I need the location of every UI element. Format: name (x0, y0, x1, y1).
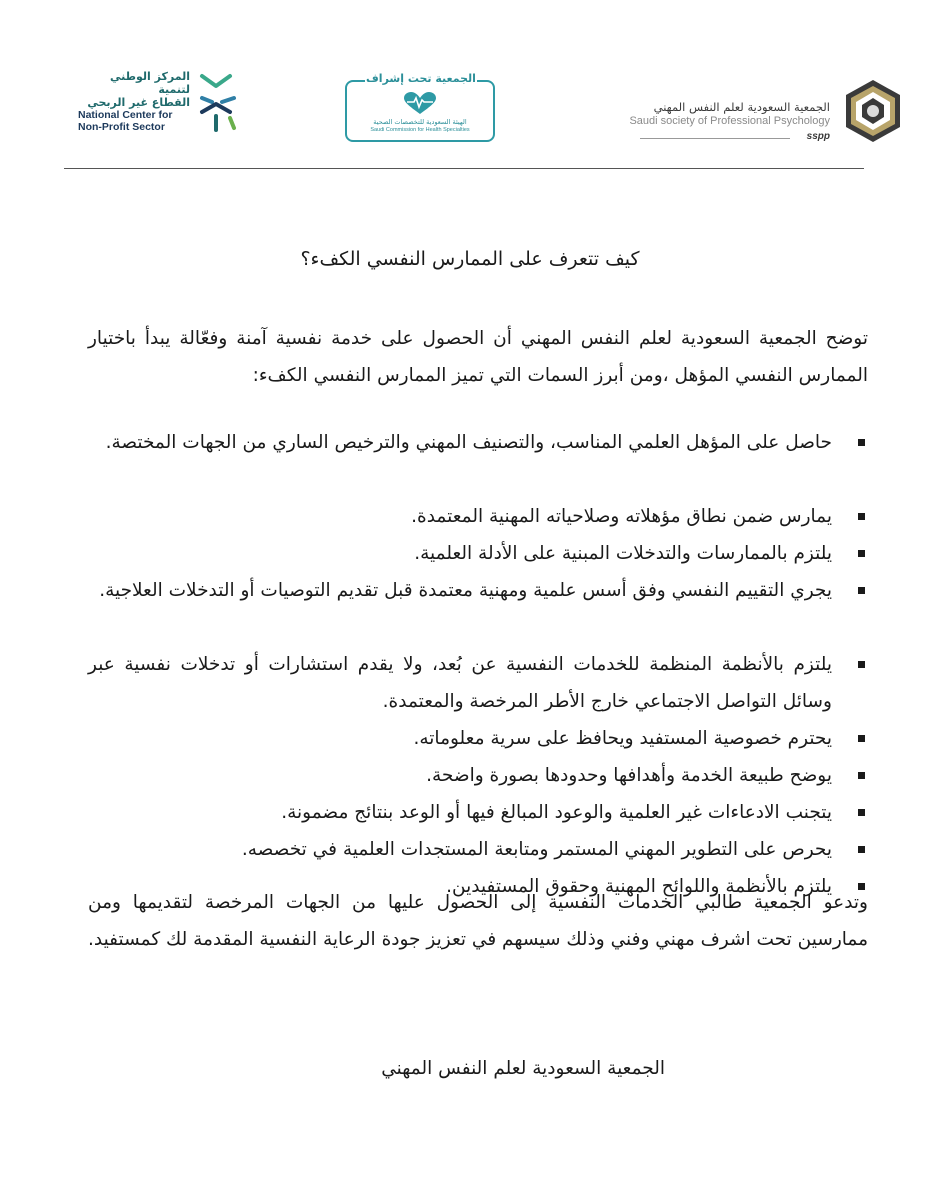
list-item (88, 794, 868, 831)
sspp-abbreviation: sspp (806, 131, 830, 142)
sspp-hexagon-emblem-icon (840, 78, 906, 144)
list-item-text: حاصل على المؤهل العلمي المناسب، والتصنيف المهني والترخيص الساري من الجهات المختصة. (105, 432, 832, 453)
ncnp-english-line2: Non-Profit Sector (78, 121, 165, 133)
sspp-logo (600, 78, 910, 148)
heart-pulse-icon (401, 92, 439, 116)
list-item-text: يوضح طبيعة الخدمة وأهدافها وحدودها بصورة واضحة. (426, 765, 832, 786)
list-item-text: يتجنب الادعاءات غير العلمية والوعود المبالغ فيها أو الوعد بنتائج مضمونة. (281, 802, 832, 823)
ncnp-emblem-icon (196, 72, 238, 134)
header-divider (64, 168, 864, 169)
list-item-text: يجري التقييم النفسي وفق أسس علمية ومهنية معتمدة قبل تقديم التوصيات أو التدخلات العلاجية. (99, 580, 832, 601)
bullet-square-icon (858, 587, 865, 594)
bullet-square-icon (858, 772, 865, 779)
bullet-square-icon (858, 513, 865, 520)
qualities-list (88, 424, 868, 905)
list-item-text: يلتزم بالممارسات والتدخلات المبنية على الأدلة العلمية. (414, 543, 832, 564)
ncnp-arabic-line1: المركز الوطني لتنمية (110, 70, 190, 96)
closing-paragraph: وتدعو الجمعية طالبي الخدمات النفسية إلى الحصول عليها من الجهات المرخصة لتقديمها ومن ممارسين تحت اشرف مهني وفني وذلك سيسهم في تعزيز جودة الرعاية النفسية المقدمة لك كمستفيد. (88, 892, 868, 950)
list-item (88, 535, 868, 572)
scfhs-supervision-logo (345, 72, 497, 142)
bullet-square-icon (858, 661, 865, 668)
ncnp-logo-text (78, 70, 190, 133)
list-item-text: يحرص على التطوير المهني المستمر ومتابعة المستجدات العلمية في تخصصه. (241, 839, 832, 860)
list-item (88, 498, 868, 535)
list-item (88, 831, 868, 868)
scfhs-arabic-name: الهيئة السعودية للتخصصات الصحية (373, 118, 467, 126)
bullet-square-icon (858, 846, 865, 853)
bullet-square-icon (858, 735, 865, 742)
ncnp-english-line1: National Center for (78, 109, 173, 121)
intro-paragraph: توضح الجمعية السعودية لعلم النفس المهني أن الحصول على خدمة نفسية آمنة وفعّالة يبدأ باختيار الممارس النفسي المؤهل ،ومن أبرز السمات التي تميز الممارس النفسي الكفء: (88, 328, 868, 386)
sspp-logo-text (618, 100, 830, 143)
sspp-underline (640, 138, 790, 139)
document-title: كيف تتعرف على الممارس النفسي الكفء؟ (300, 248, 640, 270)
bullet-square-icon (858, 439, 865, 446)
sspp-english-name: Saudi society of Professional Psychology (629, 115, 830, 127)
letterhead (0, 0, 939, 170)
list-item-text: يلتزم بالأنظمة واللوائح المهنية وحقوق المستفيدين. (446, 876, 832, 897)
list-item-text: يمارس ضمن نطاق مؤهلاته وصلاحياته المهنية المعتمدة. (411, 506, 832, 527)
ncnp-arabic-line2: القطاع غير الربحي (87, 96, 190, 109)
list-item-text: يحترم خصوصية المستفيد ويحافظ على سرية معلوماته. (413, 728, 832, 749)
bullet-square-icon (858, 550, 865, 557)
scfhs-english-name: Saudi Commission for Health Specialties (370, 127, 470, 133)
list-item (88, 424, 868, 498)
bullet-square-icon (858, 809, 865, 816)
sspp-arabic-name: الجمعية السعودية لعلم النفس المهني (653, 100, 830, 114)
list-item (88, 646, 868, 720)
list-item-text: يلتزم بالأنظمة المنظمة للخدمات النفسية عن بُعد، ولا يقدم استشارات أو تدخلات نفسية عبر وسائل التواصل الاجتماعي خارج الأطر المرخصة والمعتمدة. (88, 654, 832, 712)
ncnp-logo (78, 70, 238, 140)
list-item (88, 757, 868, 794)
list-item (88, 572, 868, 646)
signature: الجمعية السعودية لعلم النفس المهني (381, 1058, 665, 1079)
list-item (88, 720, 868, 757)
scfhs-top-label: الجمعية تحت إشراف (366, 72, 476, 85)
